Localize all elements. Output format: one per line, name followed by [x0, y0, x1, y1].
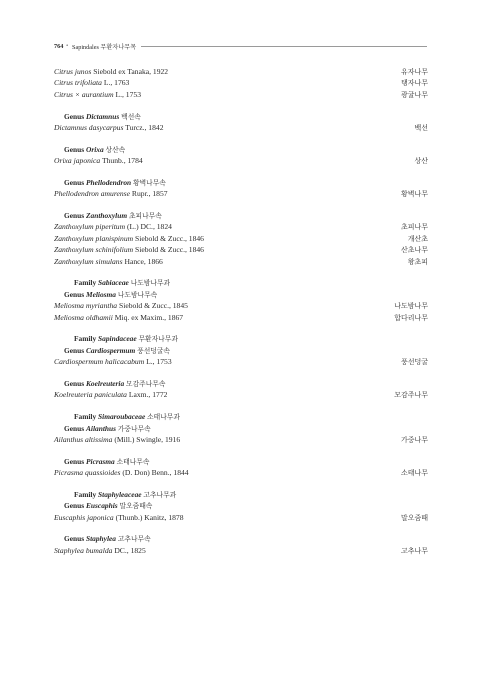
genus-name: Meliosma	[86, 289, 116, 299]
species-citation	[54, 312, 183, 323]
species-entry	[54, 300, 428, 311]
species-citation	[54, 233, 204, 244]
family-heading	[54, 277, 428, 288]
species-entry	[54, 244, 428, 255]
genus-korean-name: 가중나무속	[117, 425, 151, 433]
author-citation: (D. Don) Benn., 1844	[122, 468, 189, 478]
genus-label: Genus	[64, 289, 85, 299]
scientific-name: Euscaphis japonica	[54, 512, 114, 522]
author-citation: Rupr., 1857	[131, 189, 168, 199]
species-entry	[54, 356, 428, 367]
taxon-section	[54, 333, 428, 367]
species-entry	[54, 256, 428, 267]
family-korean-name: 소태나무과	[147, 414, 180, 422]
genus-label: Genus	[64, 501, 85, 511]
section-gap	[54, 478, 428, 488]
genus-heading	[54, 289, 428, 300]
korean-name: 탱자나무	[400, 79, 428, 88]
species-entry	[54, 467, 428, 478]
species-citation	[54, 89, 141, 100]
author-citation: Laxm., 1772	[128, 390, 168, 400]
korean-name: 가중나무	[400, 435, 428, 444]
scientific-name: Orixa japonica	[54, 156, 101, 166]
korean-name: 초피나무	[400, 223, 428, 232]
author-citation: Hance, 1866	[124, 256, 163, 266]
scientific-name: Picrasma quassioides	[54, 468, 121, 478]
header-rule	[141, 46, 427, 47]
scientific-name: Zanthoxylum planispinum	[54, 233, 134, 243]
taxon-section	[54, 144, 428, 167]
korean-name: 소태나무	[400, 469, 428, 478]
species-entry	[54, 77, 428, 88]
genus-name: Staphylea	[86, 534, 116, 544]
scientific-name: Koelreuteria paniculata	[54, 390, 127, 400]
family-label: Family	[74, 489, 97, 499]
section-gap	[54, 401, 428, 411]
scientific-name: Citrus junos	[54, 67, 92, 76]
author-citation: Siebold & Zucc., 1846	[135, 233, 204, 243]
species-citation	[54, 389, 167, 400]
species-citation	[54, 244, 204, 255]
genus-korean-name: 말오줌때속	[119, 503, 153, 511]
genus-heading	[54, 423, 428, 434]
korean-name: 개산초	[407, 234, 428, 243]
genus-label: Genus	[64, 345, 85, 355]
scientific-name: Dictamnus dasycarpus	[54, 122, 124, 132]
genus-korean-name: 모감주나무속	[126, 380, 166, 388]
family-label: Family	[74, 334, 97, 344]
taxon-section	[54, 66, 428, 100]
taxon-section	[54, 210, 428, 267]
family-korean-name: 고추나무과	[143, 491, 177, 499]
scientific-name: Citrus trifoliata	[54, 78, 102, 88]
genus-name: Cardiospermum	[86, 345, 136, 355]
family-name: Simaroubaceae	[98, 412, 146, 422]
species-citation	[54, 545, 146, 556]
family-heading	[54, 333, 428, 344]
genus-label: Genus	[64, 423, 85, 433]
genus-korean-name: 백선속	[121, 113, 141, 121]
species-entry	[54, 89, 428, 100]
family-name: Sapindaceae	[98, 334, 137, 344]
genus-korean-name: 나도밤나무속	[117, 291, 158, 299]
species-citation	[54, 221, 172, 232]
genus-heading	[54, 500, 428, 511]
genus-name: Koelreuteria	[86, 378, 125, 388]
scientific-name: Meliosma myriantha	[54, 301, 118, 311]
author-citation: (L.) DC., 1824	[127, 222, 172, 232]
genus-name: Dictamnus	[86, 111, 120, 121]
genus-label: Genus	[64, 534, 85, 544]
scientific-name: Meliosma oldhamii	[54, 312, 113, 322]
genus-label: Genus	[64, 378, 85, 388]
running-header	[54, 41, 427, 51]
species-citation	[54, 467, 189, 478]
genus-heading	[54, 111, 428, 122]
page-number: 764	[54, 42, 64, 50]
section-gap	[54, 133, 428, 143]
species-citation	[54, 77, 129, 88]
section-gap	[54, 445, 428, 455]
author-citation: DC., 1825	[114, 545, 146, 555]
checklist-body	[54, 66, 428, 556]
korean-name: 산초나무	[400, 246, 428, 255]
genus-korean-name: 풍선덩굴속	[137, 347, 170, 355]
scientific-name: Ailanthus altissima	[54, 434, 113, 444]
family-korean-name: 나도밤나무과	[130, 280, 171, 288]
family-label: Family	[74, 412, 97, 422]
scientific-name: Zanthoxylum simulans	[54, 256, 123, 266]
species-entry	[54, 221, 428, 232]
species-entry	[54, 312, 428, 323]
genus-label: Genus	[64, 177, 85, 187]
species-citation	[54, 512, 184, 523]
korean-name: 백선	[414, 123, 428, 132]
running-title: Sapindales 무환자나무목	[72, 43, 137, 51]
scientific-name: Cardiospermum halicacabum	[54, 357, 145, 367]
family-heading	[54, 411, 428, 422]
section-gap	[54, 368, 428, 378]
species-citation	[54, 256, 163, 267]
family-name: Staphyleaceae	[98, 489, 142, 499]
author-citation: Siebold & Zucc., 1846	[135, 245, 204, 255]
scientific-name: Zanthoxylum piperitum	[54, 222, 126, 232]
taxon-section	[54, 456, 428, 479]
section-gap	[54, 200, 428, 210]
genus-heading	[54, 378, 428, 389]
korean-name: 유자나무	[400, 68, 428, 76]
author-citation: L., 1753	[115, 89, 141, 99]
korean-name: 광귤나무	[400, 90, 428, 99]
species-citation	[54, 300, 188, 311]
korean-name: 말오줌때	[400, 513, 428, 522]
author-citation: L., 1753	[146, 357, 172, 367]
scientific-name: Citrus × aurantium	[54, 89, 114, 99]
species-citation	[54, 66, 168, 77]
genus-label: Genus	[64, 111, 85, 121]
taxon-section	[54, 277, 428, 323]
section-gap	[54, 323, 428, 333]
genus-korean-name: 상산속	[105, 146, 126, 154]
species-entry	[54, 155, 428, 166]
family-name: Sabiaceae	[98, 278, 129, 288]
author-citation: Siebold ex Tanaka, 1922	[93, 67, 169, 76]
species-citation	[54, 434, 180, 445]
author-citation: (Mill.) Swingle, 1916	[114, 434, 181, 444]
section-gap	[54, 167, 428, 177]
species-entry	[54, 434, 428, 445]
scientific-name: Zanthoxylum schinifolium	[54, 245, 134, 255]
korean-name: 고추나무	[400, 546, 428, 555]
genus-korean-name: 고추나무속	[117, 536, 151, 544]
genus-heading	[54, 210, 428, 221]
genus-name: Picrasma	[86, 456, 115, 466]
genus-label: Genus	[64, 144, 85, 154]
section-gap	[54, 267, 428, 277]
genus-name: Orixa	[86, 144, 104, 154]
author-citation: Turcz., 1842	[125, 122, 164, 132]
section-gap	[54, 523, 428, 533]
taxon-section	[54, 533, 428, 556]
genus-label: Genus	[64, 456, 85, 466]
species-entry	[54, 512, 428, 523]
species-entry	[54, 122, 428, 133]
genus-heading	[54, 345, 428, 356]
author-citation: L., 1763	[103, 78, 130, 88]
species-entry	[54, 545, 428, 556]
species-entry	[54, 188, 428, 199]
genus-name: Zanthoxylum	[86, 211, 128, 221]
scientific-name: Phellodendron amurense	[54, 189, 130, 199]
species-entry	[54, 66, 428, 77]
author-citation: Siebold & Zucc., 1845	[118, 301, 188, 311]
genus-label: Genus	[64, 211, 85, 221]
author-citation: Thunb., 1784	[101, 156, 143, 166]
taxon-section	[54, 411, 428, 445]
genus-name: Ailanthus	[86, 423, 116, 433]
korean-name: 합다리나무	[394, 313, 428, 322]
species-entry	[54, 389, 428, 400]
genus-name: Phellodendron	[86, 177, 132, 187]
korean-name: 풍선덩굴	[400, 358, 428, 367]
korean-name: 왕초피	[407, 257, 428, 266]
taxon-section	[54, 111, 428, 134]
taxon-section	[54, 177, 428, 200]
genus-heading	[54, 456, 428, 467]
species-citation	[54, 356, 172, 367]
genus-korean-name: 소태나무속	[116, 458, 150, 466]
genus-heading	[54, 533, 428, 544]
genus-korean-name: 초피나무속	[128, 213, 162, 221]
genus-name: Euscaphis	[86, 501, 118, 511]
author-citation: Miq. ex Maxim., 1867	[114, 312, 184, 322]
genus-heading	[54, 177, 428, 188]
scientific-name: Staphylea bumalda	[54, 545, 113, 555]
species-citation	[54, 155, 143, 166]
taxon-section	[54, 489, 428, 523]
bullet-separator: •	[66, 43, 69, 49]
family-label: Family	[74, 278, 97, 288]
korean-name: 상산	[414, 157, 428, 166]
taxon-section	[54, 378, 428, 401]
family-korean-name: 무환자나무과	[138, 336, 178, 344]
family-heading	[54, 489, 428, 500]
species-citation	[54, 122, 164, 133]
genus-heading	[54, 144, 428, 155]
korean-name: 모감주나무	[394, 391, 428, 400]
species-entry	[54, 233, 428, 244]
section-gap	[54, 100, 428, 110]
species-citation	[54, 188, 168, 199]
author-citation: (Thunb.) Kanitz, 1878	[115, 512, 184, 522]
korean-name: 나도밤나무	[394, 302, 428, 311]
genus-korean-name: 황벽나무속	[133, 179, 166, 187]
korean-name: 황벽나무	[400, 190, 428, 199]
